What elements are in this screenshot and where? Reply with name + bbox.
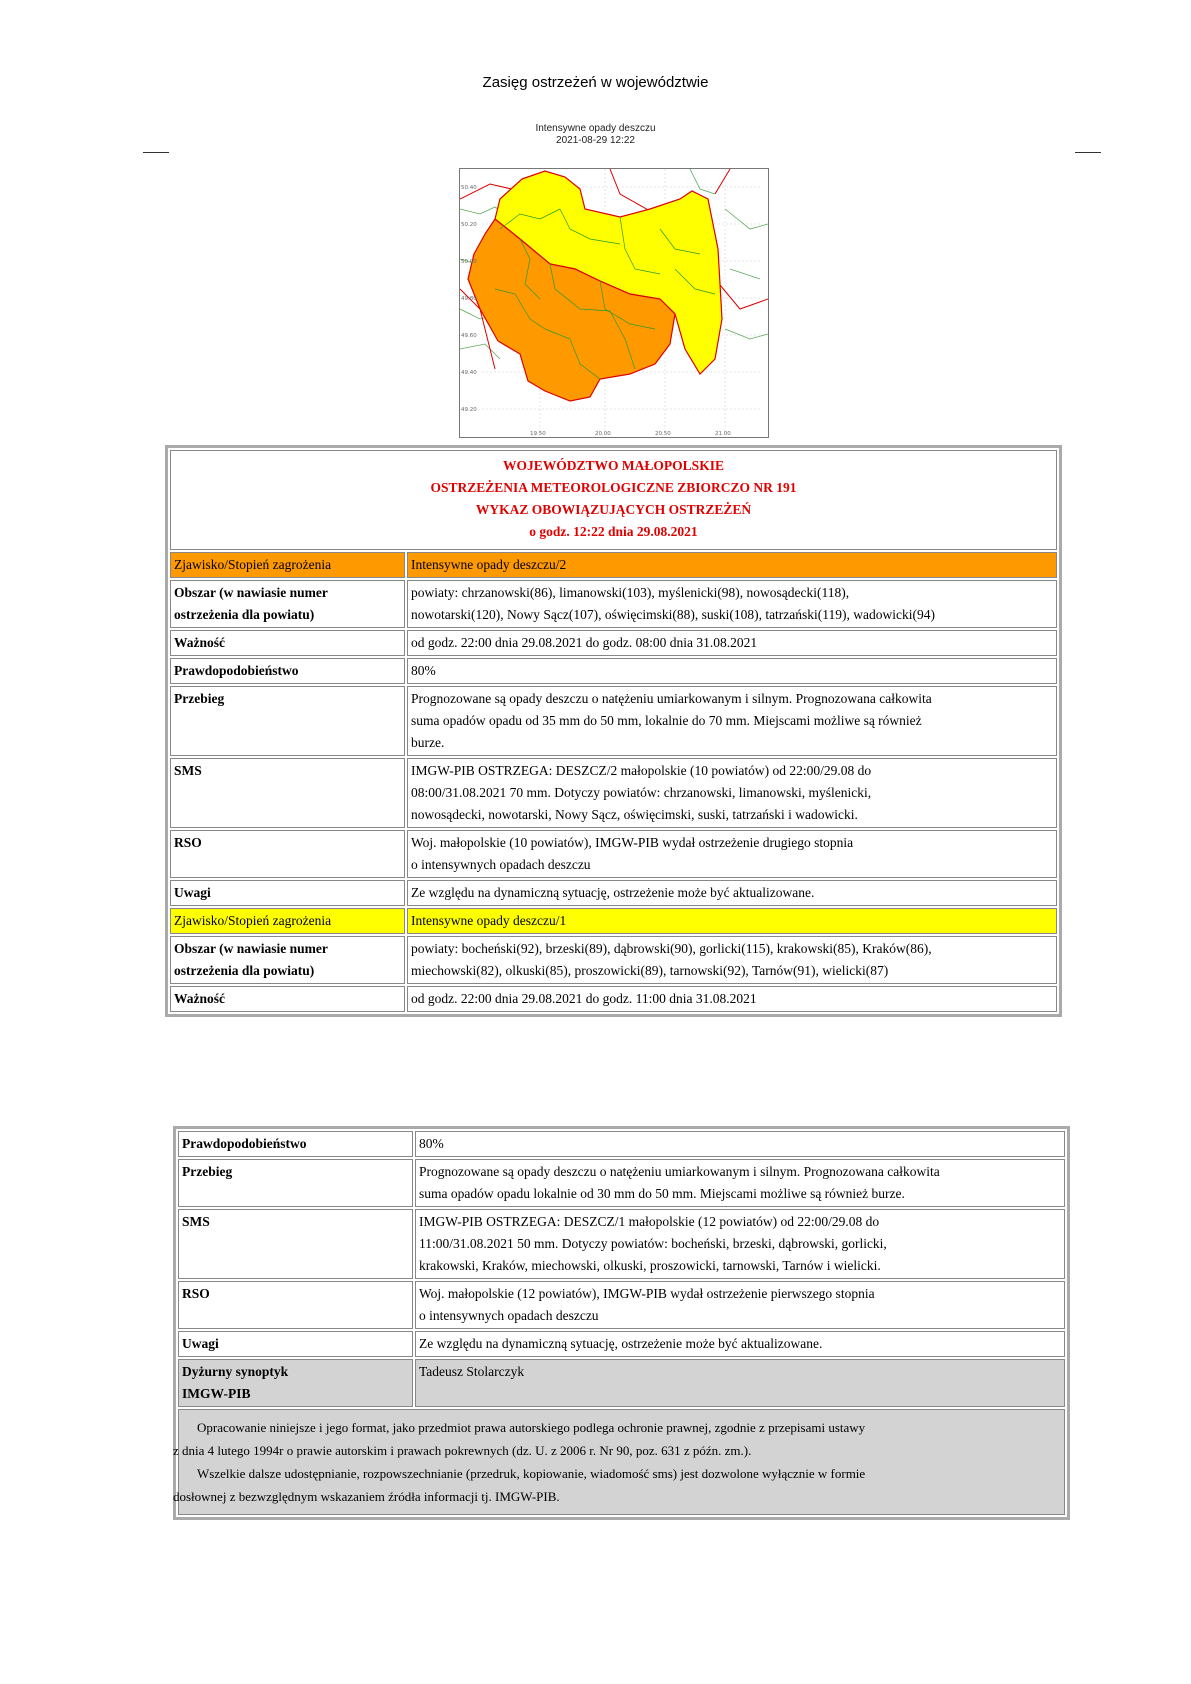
forecaster-label-line: Dyżurny synoptyk (182, 1364, 289, 1379)
table-row (170, 580, 1057, 628)
table-row (170, 908, 1057, 934)
remarks-label: Uwagi (170, 880, 405, 906)
sms-value-line: IMGW-PIB OSTRZEGA: DESZCZ/1 małopolskie (12 powiatów) od 22:00/29.08 do (419, 1214, 880, 1229)
table-row (170, 686, 1057, 756)
table-row (170, 630, 1057, 656)
lat-label: 49.80 (461, 296, 477, 302)
table-row (170, 830, 1057, 878)
lat-label: 50.20 (461, 222, 477, 228)
area-value-line: miechowski(82), olkuski(85), proszowicki(89), tarnowski(92), Tarnów(91), wielicki(87) (411, 963, 889, 978)
course-value-line: Prognozowane są opady deszczu o natężeniu umiarkowanym i silnym. Prognozowana całkowita (411, 691, 932, 706)
bulletin-number: OSTRZEŻENIA METEOROLOGICZNE ZBIORCZO NR 191 (430, 480, 797, 495)
warning-map (459, 168, 769, 438)
phenomenon-value: Intensywne opady deszczu/2 (407, 552, 1057, 578)
remarks-value: Ze względu na dynamiczną sytuację, ostrzeżenie może być aktualizowane. (415, 1331, 1065, 1357)
area-label-line: ostrzeżenia dla powiatu) (174, 607, 315, 622)
copyright-line: Opracowanie niniejsze i jego format, jako przedmiot prawa autorskiego podlega ochronie prawnej, zgodnie z przepisami ustawy (197, 1420, 866, 1435)
page-title: Zasięg ostrzeżeń w województwie (482, 74, 709, 91)
sms-value-line: 11:00/31.08.2021 50 mm. Dotyczy powiatów: bocheński, brzeski, dąbrowski, gorlicki, (419, 1236, 887, 1251)
table-header-row (170, 450, 1057, 550)
table-row (170, 552, 1057, 578)
course-value-line: suma opadów opadu lokalnie od 30 mm do 50 mm. Miejscami możliwe są również burze. (419, 1186, 905, 1201)
bulletin-header (170, 450, 1057, 550)
copyright-paragraph (173, 1416, 1058, 1462)
rso-value-line: Woj. małopolskie (10 powiatów), IMGW-PIB wydał ostrzeżenie drugiego stopnia (411, 835, 854, 850)
distribution-paragraph (173, 1462, 1058, 1508)
forecaster-label (178, 1359, 413, 1407)
course-value (415, 1159, 1065, 1207)
sms-value-line: krakowski, Kraków, miechowski, olkuski, proszowicki, tarnowski, Tarnów i wielicki. (419, 1258, 881, 1273)
probability-label: Prawdopodobieństwo (170, 658, 405, 684)
left-edge-mark (143, 152, 169, 153)
table-row (170, 936, 1057, 984)
course-value-line: suma opadów opadu od 35 mm do 50 mm, lokalnie do 70 mm. Miejscami możliwe są również (411, 713, 922, 728)
lat-label: 50.00 (461, 259, 477, 265)
forecaster-label-line: IMGW-PIB (182, 1386, 251, 1401)
distribution-line: dosłownej z bezwzględnym wskazaniem źródła informacji tj. IMGW-PIB. (173, 1489, 560, 1504)
warning-map-svg (460, 169, 768, 437)
map-subtitle-datetime: 2021-08-29 12:22 (556, 135, 635, 146)
rso-value-line: o intensywnych opadach deszczu (411, 857, 591, 872)
area-value-line: powiaty: chrzanowski(86), limanowski(103), myślenicki(98), nowosądecki(118), (411, 585, 850, 600)
validity-label: Ważność (170, 986, 405, 1012)
area-value-line: powiaty: bocheński(92), brzeski(89), dąbrowski(90), gorlicki(115), krakowski(85), Kraków(86), (411, 941, 932, 956)
rso-label: RSO (170, 830, 405, 878)
validity-value: od godz. 22:00 dnia 29.08.2021 do godz. 11:00 dnia 31.08.2021 (407, 986, 1057, 1012)
table-row (178, 1359, 1065, 1407)
warnings-table-continued (173, 1126, 1070, 1520)
area-value (407, 580, 1057, 628)
table-row (178, 1159, 1065, 1207)
area-label (170, 936, 405, 984)
table-row (178, 1409, 1065, 1515)
rso-value-line: Woj. małopolskie (12 powiatów), IMGW-PIB wydał ostrzeżenie pierwszego stopnia (419, 1286, 875, 1301)
rso-label: RSO (178, 1281, 413, 1329)
table-row (178, 1209, 1065, 1279)
lon-label: 20.50 (655, 431, 671, 437)
area-label (170, 580, 405, 628)
copyright-line: z dnia 4 lutego 1994r o prawie autorskim i prawach pokrewnych (dz. U. z 2006 r. Nr 90, poz. 631 z późn. zm.). (173, 1443, 752, 1458)
lat-label: 50.40 (461, 185, 477, 191)
course-value-line: burze. (411, 735, 445, 750)
voivodeship-title: WOJEWÓDZTWO MAŁOPOLSKIE (503, 458, 724, 473)
lat-label: 49.60 (461, 333, 477, 339)
table-row (170, 880, 1057, 906)
lat-label: 49.40 (461, 370, 477, 376)
lon-label: 21.00 (715, 431, 731, 437)
area-label-line: Obszar (w nawiasie numer (174, 585, 328, 600)
rso-value (407, 830, 1057, 878)
copyright-notice (173, 1409, 1065, 1515)
probability-value: 80% (415, 1131, 1065, 1157)
phenomenon-label: Zjawisko/Stopień zagrożenia (170, 908, 405, 934)
lat-label: 49.20 (461, 407, 477, 413)
course-label: Przebieg (178, 1159, 413, 1207)
sms-label: SMS (178, 1209, 413, 1279)
table-row (170, 758, 1057, 828)
map-subtitle (0, 123, 1191, 147)
sms-value-line: nowosądecki, nowotarski, Nowy Sącz, oświęcimski, suski, tatrzański i wadowicki. (411, 807, 858, 822)
area-value-line: nowotarski(120), Nowy Sącz(107), oświęcimski(88), suski(108), tatrzański(119), wadowicki(94) (411, 607, 936, 622)
forecaster-name: Tadeusz Stolarczyk (415, 1359, 1065, 1407)
validity-label: Ważność (170, 630, 405, 656)
course-value (407, 686, 1057, 756)
table-row (178, 1281, 1065, 1329)
area-value (407, 936, 1057, 984)
phenomenon-value: Intensywne opady deszczu/1 (407, 908, 1057, 934)
rso-value (415, 1281, 1065, 1329)
area-label-line: Obszar (w nawiasie numer (174, 941, 328, 956)
right-edge-mark (1075, 152, 1101, 153)
lon-label: 20.00 (595, 431, 611, 437)
sms-value (415, 1209, 1065, 1279)
table-row (170, 658, 1057, 684)
course-label: Przebieg (170, 686, 405, 756)
map-subtitle-phenomenon: Intensywne opady deszczu (535, 123, 656, 134)
sms-value (407, 758, 1057, 828)
table-row (178, 1131, 1065, 1157)
remarks-label: Uwagi (178, 1331, 413, 1357)
sms-value-line: 08:00/31.08.2021 70 mm. Dotyczy powiatów: chrzanowski, limanowski, myślenicki, (411, 785, 872, 800)
lon-label: 19.50 (530, 431, 546, 437)
validity-value: od godz. 22:00 dnia 29.08.2021 do godz. 08:00 dnia 31.08.2021 (407, 630, 1057, 656)
bulletin-list-title: WYKAZ OBOWIĄZUJĄCYCH OSTRZEŻEŃ (475, 502, 752, 517)
distribution-line: Wszelkie dalsze udostępnianie, rozpowszechnianie (przedruk, kopiowanie, wiadomość sms) jest dozwolone wyłącznie w formie (197, 1466, 866, 1481)
course-value-line: Prognozowane są opady deszczu o natężeniu umiarkowanym i silnym. Prognozowana całkowita (419, 1164, 940, 1179)
table-row (178, 1331, 1065, 1357)
bulletin-datetime: o godz. 12:22 dnia 29.08.2021 (529, 524, 698, 539)
area-label-line: ostrzeżenia dla powiatu) (174, 963, 315, 978)
warnings-table-main (165, 445, 1062, 1017)
probability-label: Prawdopodobieństwo (178, 1131, 413, 1157)
probability-value: 80% (407, 658, 1057, 684)
sms-value-line: IMGW-PIB OSTRZEGA: DESZCZ/2 małopolskie (10 powiatów) od 22:00/29.08 do (411, 763, 872, 778)
phenomenon-label: Zjawisko/Stopień zagrożenia (170, 552, 405, 578)
remarks-value: Ze względu na dynamiczną sytuację, ostrzeżenie może być aktualizowane. (407, 880, 1057, 906)
table-row (170, 986, 1057, 1012)
sms-label: SMS (170, 758, 405, 828)
rso-value-line: o intensywnych opadach deszczu (419, 1308, 599, 1323)
